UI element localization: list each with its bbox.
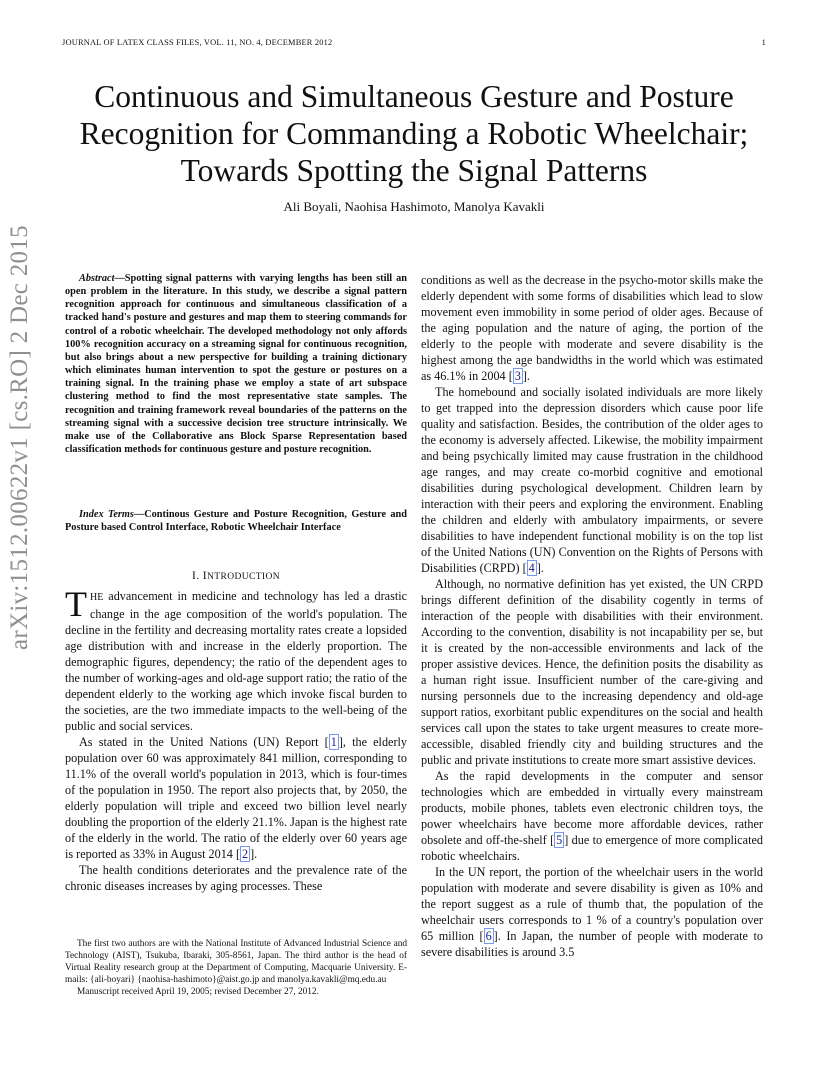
index-terms — [65, 508, 407, 534]
dropcap: T — [65, 584, 87, 624]
right-paragraph-3: Although, no normative definition has yet existed, the UN CRPD brings different definition of the disability cogently in terms of interaction of the people with disabilities with their environment. According to the convention, disability is not incapability per se, but it is created by the non-accessible environments and lack of the proper assistive devices. Hence, the definition posits the disability as a human right issue. Insufficient number of the care-giving and nursing personnels due to the increasing dependency and old-age support ratios, exorbitant public expenditures on the social and health services call upon the states to take urgent measures to create more-accessible, disabled friendly city and building structures and the public and private institutions to create more smart assistive devices. — [421, 577, 763, 767]
right-paragraph-1: conditions as well as the decrease in the psycho-motor skills make the elderly dependent with some forms of disabilities which lead to slow movement even immobility in some period of older ages. Because of the aging population and the nature of aging, the portion of the elderly to the people with moderate and severe disability is the highest among the age bandwidths in the world which was estimated as 46.1% in 2004 [ 3 ]. — [421, 273, 763, 383]
citation-link[interactable]: 3 — [514, 369, 521, 383]
introduction-body — [65, 584, 407, 894]
intro-paragraph-1: THE advancement in medicine and technology has led a drastic change in the age composition of the world's population. The decline in the fertility and decreasing mortality rates create a lopsided age distribution with and increase in the elderly proportion. The demographic figures, dependency; the ratio of the dependent ages to the number of working-ages and old-age support ratio; the ratio of the dependent elderly to the working age which invoke fiscal burden to the societies, are the two immediate impacts to the well-being of the public and social services. — [65, 584, 407, 733]
index-terms-label: Index Terms — [79, 509, 134, 520]
running-header — [62, 38, 766, 47]
footnote-manuscript: Manuscript received April 19, 2005; revised December 27, 2012. — [77, 986, 319, 997]
journal-name: JOURNAL OF LATEX CLASS FILES, VOL. 11, NO. 4, DECEMBER 2012 — [62, 38, 333, 47]
citation-link[interactable]: 4 — [528, 561, 535, 575]
footnote-affiliations: The first two authors are with the National Institute of Advanced Industrial Science and Technology (AIST), Tsukuba, Ibaraki, 305-8561, Japan. The third author is the head of Virtual Reality research group at the Department of Computing, Macquarie University. E-mails: {ali-boyari} {naohisa-hashimoto}@aist.go.jp and manolya.kavakli@mq.edu.au — [65, 939, 407, 985]
citation-link[interactable]: 6 — [485, 929, 492, 943]
right-paragraph-2: The homebound and socially isolated individuals are more likely to get trapped into the depression disorders which cause poor life quality and satisfaction. Besides, the contribution of the older ages to the economy is adversely affected. Likewise, the mobility impairment and being psychically limited may cause frustration in the childhood age ranges, and may create co-morbid cognitive and emotional disabilities during psychological development. Children learn by interaction with their peers and exploring the environment. Enabling the children and elderly with ambulatory impairments, or severe disabilities to have independent functional mobility is on the top list of the United Nations (UN) Convention on the Rights of Persons with Disabilities (CRPD) [ 4 ]. — [421, 385, 763, 575]
paper-title: Continuous and Simultaneous Gesture and Posture Recognition for Commanding a Robotic Wheelchair; Towards Spotting the Signal Patterns — [79, 79, 749, 188]
right-column-body — [421, 272, 763, 960]
arxiv-stamp: arXiv:1512.00622v1 [cs.RO] 2 Dec 2015 — [6, 225, 33, 650]
paper-authors: Ali Boyali, Naohisa Hashimoto, Manolya Kavakli — [283, 199, 545, 214]
page-number: 1 — [761, 38, 766, 47]
citation-link[interactable]: 2 — [242, 847, 249, 861]
section-heading-introduction: I. INTRODUCTION — [191, 570, 281, 582]
abstract — [65, 272, 407, 456]
abstract-label: Abstract — [79, 273, 115, 284]
citation-link[interactable]: 5 — [556, 833, 563, 847]
citation-link[interactable]: 1 — [330, 735, 337, 749]
intro-paragraph-2: As stated in the United Nations (UN) Report [ 1 ], the elderly population over 60 was approximately 841 million, corresponding to 11.1% of the overall world's population in 2013, which is four-times of the population in 1950. The report also projects that, by 2050, the elderly population will triple and exceed two billion level nearly doubling the proportion of the elderly 21.1%. Japan is the highest rate of the elderly in the world. The ratio of the elderly over 60 years age is reported as 33% in August 2014 [ 2 ]. — [65, 735, 407, 861]
footnote — [65, 939, 407, 999]
right-paragraph-5: In the UN report, the portion of the wheelchair users in the world population with moderate and severe disability is given as 10% and the report suggest as a rule of thumb that, the population of the wheelchair users corresponds to 1 % of a country's population over 65 million [ 6 ]. In Japan, the number of people with moderate to severe disabilities is around 3.5 — [421, 865, 763, 959]
intro-paragraph-3: The health conditions deteriorates and the prevalence rate of the chronic diseases increases by aging processes. These — [65, 863, 407, 893]
right-paragraph-4: As the rapid developments in the computer and sensor technologies which are embedded in virtually every mainstream products, mobile phones, tablets even electronic children toys, the power wheelchairs have become more affordable devices, rather obsolete and off-the-shelf [ 5 ] due to emergence of more complicated robotic wheelchairs. — [421, 769, 763, 863]
abstract-text: —Spotting signal patterns with varying lengths has been still an open problem in the literature. In this study, we describe a signal pattern recognition approach for continuous and simultaneous classification of a tracked hand's posture and gestures and map them to steering commands for control of a robotic wheelchair. The developed methodology not only affords 100% recognition accuracy on a streaming signal for continuous recognition, but also brings about a new perspective for building a training dictionary which eliminates human intervention to spot the gesture or postures on a training signal. In the training phase we employ a state of art subspace clustering method to find the most representative state samples. The recognition and training framework reveal boundaries of the patterns on the streaming signal with a successive decision tree structure intrinsically. We make use of the Collaborative ans Block Sparse Representation based classification methods for continuous gesture and posture recognition. — [65, 273, 407, 456]
index-terms-text: —Continous Gesture and Posture Recognition, Gesture and Posture based Control Interface, Robotic Wheelchair Interface — [65, 509, 407, 534]
